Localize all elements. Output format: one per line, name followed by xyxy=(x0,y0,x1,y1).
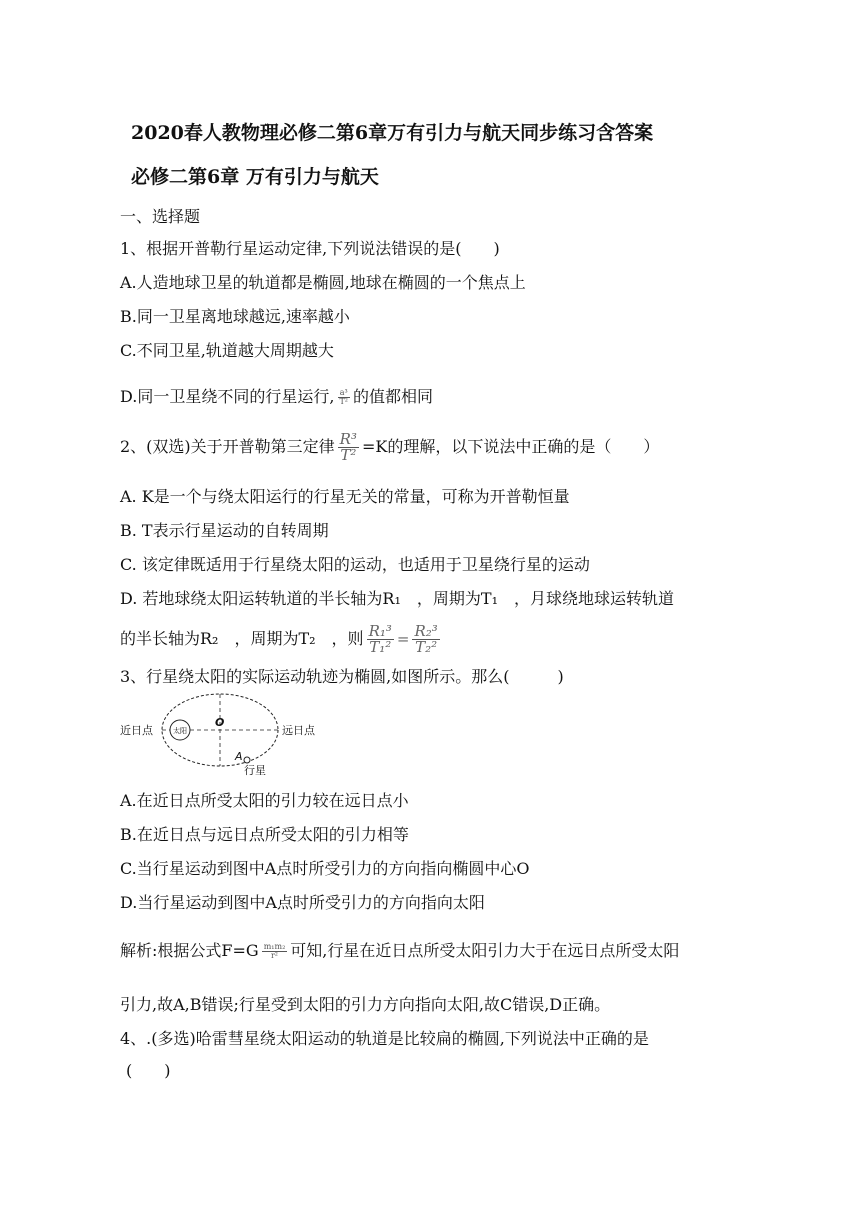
document-title: 2020春人教物理必修二第6章万有引力与航天同步练习含答案 xyxy=(131,122,654,144)
formula-denominator: T² xyxy=(339,397,348,406)
question-3-analysis-line1 xyxy=(120,938,679,961)
option-d-prefix: D.同一卫星绕不同的行星运行, xyxy=(120,387,335,406)
formula-numerator: R₁³ xyxy=(368,622,392,640)
stem-suffix: =K的理解，以下说法中正确的是（ ） xyxy=(361,437,660,456)
question-1-option-a: A.人造地球卫星的轨道都是椭圆,地球在椭圆的一个焦点上 xyxy=(120,273,526,292)
formula-numerator: R³ xyxy=(339,430,357,448)
formula-denominator: r² xyxy=(270,951,278,960)
center-label: O xyxy=(215,716,225,729)
question-2-option-c: C. 该定律既适用于行星绕太阳的运动，也适用于卫星绕行星的运动 xyxy=(120,555,590,574)
question-4-stem: 4、.(多选)哈雷彗星绕太阳运动的轨道是比较扁的椭圆,下列说法中正确的是 xyxy=(120,1029,649,1048)
question-4-answer-paren: ( ) xyxy=(126,1061,171,1080)
stem-prefix: 2、(双选)关于开普勒第三定律 xyxy=(120,437,335,456)
analysis-suffix: 可知,行星在近日点所受太阳引力大于在远日点所受太阳 xyxy=(290,941,680,960)
planet-label: 行星 xyxy=(244,764,266,777)
question-1-option-c: C.不同卫星,轨道越大周期越大 xyxy=(120,341,334,360)
question-3-stem: 3、行星绕太阳的实际运动轨迹为椭圆,如图所示。那么( ) xyxy=(120,667,564,686)
formula-denominator: T² xyxy=(340,446,357,464)
question-2-option-a: A. K是一个与绕太阳运行的行星无关的常量，可称为开普勒恒量 xyxy=(120,487,570,506)
planet-dot xyxy=(244,757,250,763)
formula-denominator: T₁² xyxy=(369,638,392,656)
question-3-option-c: C.当行星运动到图中A点时所受引力的方向指向椭圆中心O xyxy=(120,859,530,878)
point-a-label: A xyxy=(235,750,243,763)
question-3-option-b: B.在近日点与远日点所受太阳的引力相等 xyxy=(120,825,409,844)
orbit-diagram xyxy=(120,690,320,780)
question-2-option-d-line2 xyxy=(120,624,443,655)
question-3-option-d: D.当行星运动到图中A点时所受引力的方向指向太阳 xyxy=(120,893,485,912)
formula-numerator: R₂³ xyxy=(414,622,438,640)
section-heading: 一、选择题 xyxy=(120,207,201,226)
question-3-analysis-line2: 引力,故A,B错误;行星受到太阳的引力方向指向太阳,故C错误,D正确。 xyxy=(120,995,611,1014)
question-3-option-a: A.在近日点所受太阳的引力较在远日点小 xyxy=(120,791,409,810)
formula-numerator: m₁m₂ xyxy=(263,942,286,951)
formula-denominator: T₂² xyxy=(415,638,438,656)
chapter-title: 必修二第6章 万有引力与航天 xyxy=(131,166,379,188)
question-2-option-b: B. T表示行星运动的自转周期 xyxy=(120,521,329,540)
analysis-prefix: 解析:根据公式F=G xyxy=(120,941,259,960)
question-1-stem: 1、根据开普勒行星运动定律,下列说法错误的是( ) xyxy=(120,239,500,258)
equals-sign: = xyxy=(396,630,410,648)
formula-r2-t2 xyxy=(412,624,439,655)
question-1-option-b: B.同一卫星离地球越远,速率越小 xyxy=(120,307,350,326)
question-2-stem xyxy=(120,432,659,463)
question-2-option-d-line1: D. 若地球绕太阳运转轨道的半长轴为R₁ ，周期为T₁ ，月球绕地球运转轨道 xyxy=(120,589,674,608)
option-d-suffix: 的值都相同 xyxy=(352,387,433,406)
formula-numerator: a³ xyxy=(339,388,348,397)
formula-gravity xyxy=(262,943,288,960)
aphelion-label: 远日点 xyxy=(282,724,315,737)
perihelion-label: 近日点 xyxy=(120,724,153,737)
formula-a3-over-t2 xyxy=(337,389,350,406)
formula-r3-over-t2 xyxy=(338,432,359,463)
sun-label: 太阳 xyxy=(173,727,187,735)
formula-r1-t1 xyxy=(367,624,394,655)
line2-prefix: 的半长轴为R₂ ，周期为T₂ ，则 xyxy=(120,629,364,648)
question-1-option-d xyxy=(120,384,433,407)
